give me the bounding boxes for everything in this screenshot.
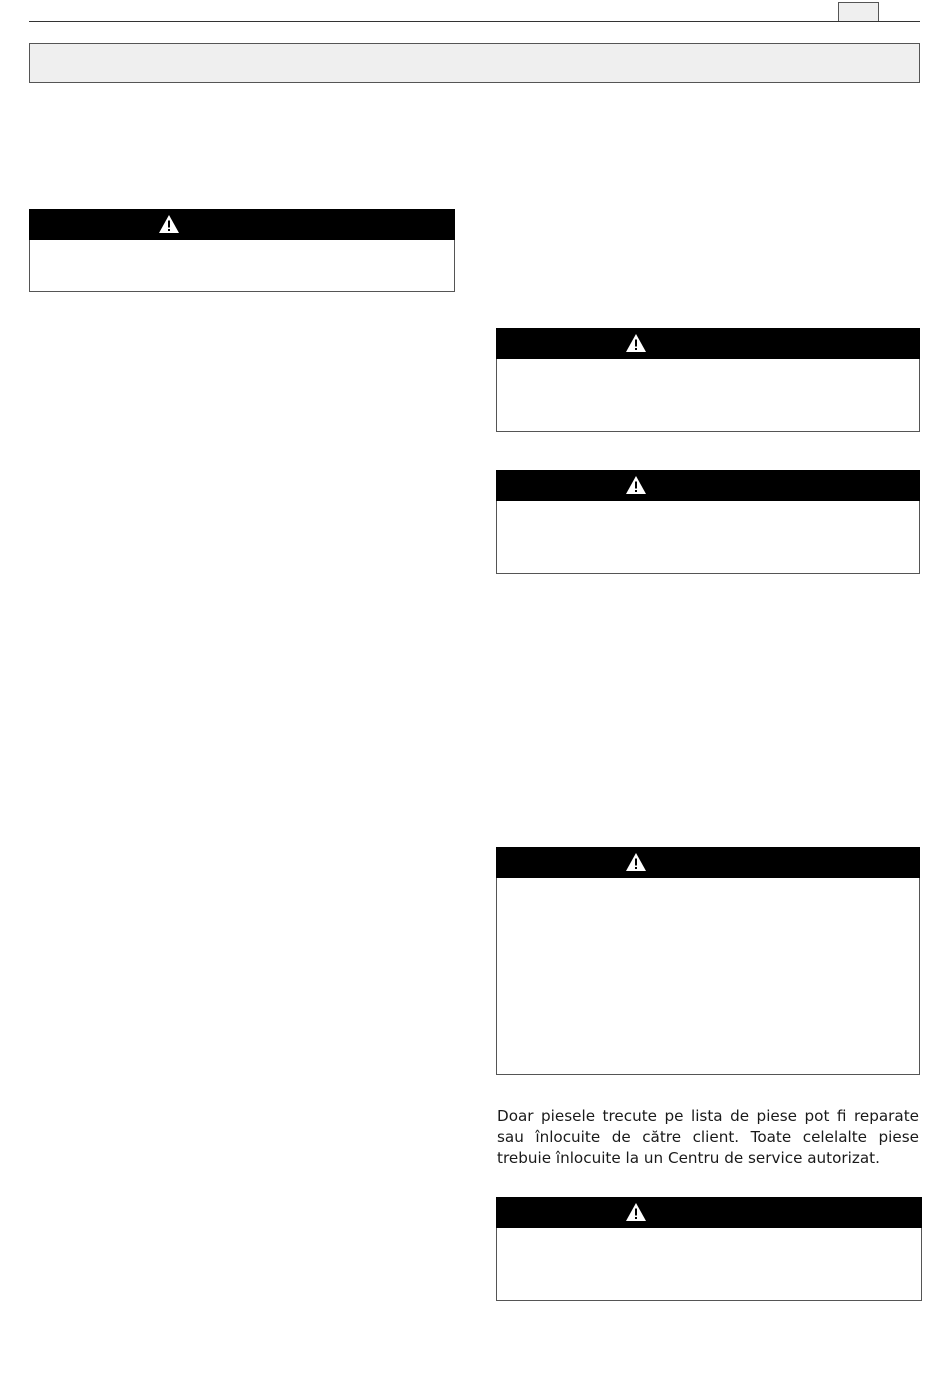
warning-header-bar	[496, 470, 920, 501]
warning-header-bar	[496, 847, 920, 878]
warning-box-2	[496, 328, 920, 432]
warning-box-3	[496, 470, 920, 574]
warning-box-1	[29, 209, 455, 292]
section-header-box	[29, 43, 920, 83]
parts-replacement-paragraph: Doar piesele trecute pe lista de piese pot fi reparate sau înlocuite de către client. Toate celelalte piese trebuie înlocuite la un Centru de service autorizat.	[497, 1107, 919, 1167]
warning-triangle-icon	[625, 1202, 647, 1222]
page-number-box	[838, 2, 879, 21]
warning-box-4	[496, 847, 920, 1075]
warning-box-5	[496, 1197, 922, 1301]
warning-triangle-icon	[625, 475, 647, 495]
warning-header-bar	[496, 1197, 922, 1228]
warning-header-bar	[496, 328, 920, 359]
header-rule	[29, 21, 920, 22]
warning-header-bar	[29, 209, 455, 240]
warning-triangle-icon	[625, 333, 647, 353]
warning-triangle-icon	[625, 852, 647, 872]
warning-triangle-icon	[158, 214, 180, 234]
